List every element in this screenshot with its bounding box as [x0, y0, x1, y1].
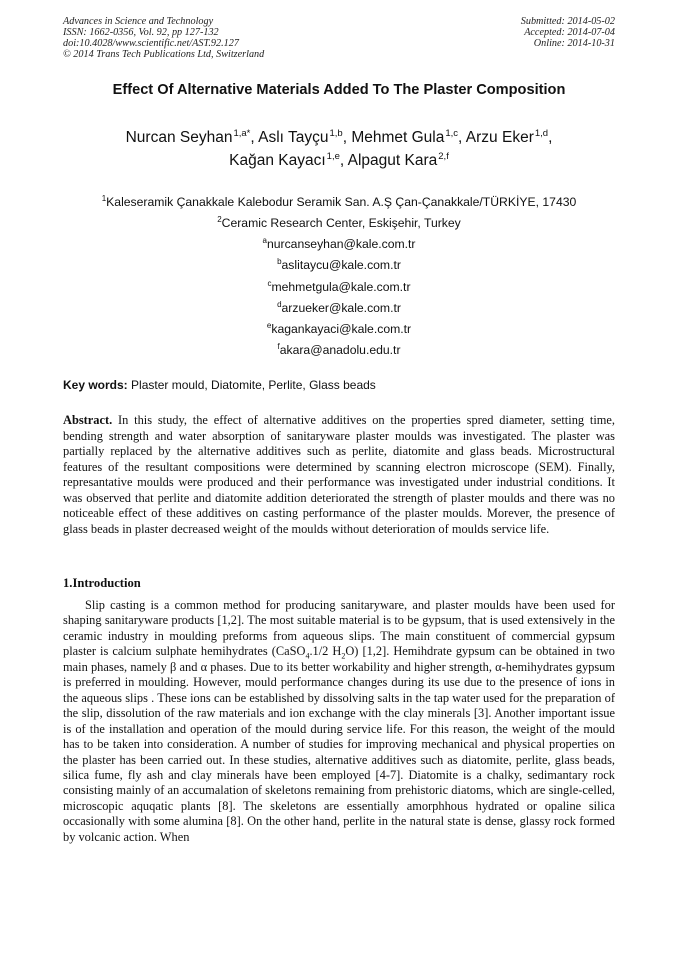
email-text: aslitaycu@kale.com.tr — [281, 258, 401, 272]
introduction-paragraph — [63, 598, 615, 845]
keywords-line — [63, 378, 615, 392]
email-mark: b — [277, 257, 282, 266]
affiliation-2 — [40, 216, 638, 230]
affil-mark: 1 — [101, 194, 107, 203]
publication-dates — [395, 16, 615, 49]
email-mark: f — [277, 342, 280, 351]
author-name: , Arzu Eker — [458, 129, 534, 146]
keywords-label: Key words: — [63, 378, 128, 392]
author-list — [40, 126, 638, 172]
email-text: kagankayaci@kale.com.tr — [271, 322, 412, 336]
author-affil-mark: 2,f — [438, 151, 449, 162]
email-mark: c — [267, 279, 272, 288]
author-affil-mark: 1,e — [326, 151, 340, 162]
author-name: , Aslı Tayçu — [250, 129, 329, 146]
intro-text: O) [1,2]. Hemihdrate gypsum can be obtained in two main phases, namely β and α phases. Due to its better workability and higher strength, α-hemihydrates gypsum is preferred in moulding. However, mould performance changes during its use due to the presence of ions in the aqueous slips . These ions can be established by dissolving salts in the tap water used for the preparation of the slip, dissolution of the raw materials and ion exchange with the clay minerals [3]. Another important issue is of the installation and operation of the mould during service life. For this reason, the weight of the mould has to be taken into consideration. A number of studies for improving mechanical and physical properties on the plaster has been carried out. In these studies, alternative additives such as diatomite, perlite, glass beads, silica fume, fly ash and clay minerals have been employed [4-7]. Diatomite is a chalky, sedimantary rock consisting mainly of an accumalation of skeletons remaining from prehistoric diatoms, which are single-celled, microscopic aquqatic plants [8]. The skeletons are essentially amorphhous hydrated or opaline silica occasionally with some alumina [8]. On the other hand, perlite in the natural state is dense, glassy rock formed by volcanic action. When — [63, 644, 616, 844]
email-text: nurcanseyhan@kale.com.tr — [266, 237, 416, 251]
keywords-text: Plaster mould, Diatomite, Perlite, Glass beads — [127, 378, 376, 392]
email-mark: e — [266, 321, 272, 330]
author-affil-mark: 1,c — [445, 128, 459, 139]
email-text: akara@anadolu.edu.tr — [279, 343, 401, 357]
intro-text: Slip casting is a common method for producing sanitaryware, and plaster moulds have been used for shaping sanitaryware products [1,2]. The most suitable material is to be gypsum, that is used extensively in the ceramic industry in moulding preforms from aqueous slips. The main constituent of commercial gypsum plaster is calcium sulphate hemihydrates (CaSO — [63, 598, 615, 659]
journal-name: Advances in Science and Technology — [63, 16, 214, 27]
author-name: Nurcan Seyhan — [125, 129, 233, 146]
email-b — [40, 258, 638, 272]
abstract-text: In this study, the effect of alternative additives on the properties spred diameter, setting time, bending strength and water absorption of sanitaryware plaster moulds was investigated. The plaster was partially replaced by the alternative additives such as perlite, diatomite and glass beads. Microstructural features of the resultant compositions were determined by scanning electron microscope (SEM). Finally, represantative moulds were produced and their performance was investigated under industrial conditions. It was observed that perlite and diatomite addition deteriorated the strength of plaster moulds and there was no noticeable effect of these additives on casting performance of the plaster moulds. Morever, the presence of glass beads in plaster decreased weight of the moulds without deterioration of moulds service life. — [63, 413, 615, 536]
abstract-label: Abstract. — [63, 413, 113, 427]
accepted-date: Accepted: 2014-07-04 — [524, 27, 615, 38]
abstract-paragraph — [63, 413, 615, 537]
issn-line: ISSN: 1662-0356, Vol. 92, pp 127-132 — [63, 27, 219, 38]
paper-title: Effect Of Alternative Materials Added To The Plaster Composition — [112, 82, 566, 98]
author-affil-mark: 1,a* — [233, 128, 251, 139]
subscript: 2 — [341, 651, 346, 661]
author-name: Kağan Kayacı — [229, 152, 326, 169]
affil-text: Kaleseramik Çanakkale Kalebodur Seramik San. A.Ş Çan-Çanakkale/TÜRKİYE, 17430 — [106, 195, 577, 209]
email-f — [40, 343, 638, 357]
submitted-date: Submitted: 2014-05-02 — [520, 16, 615, 27]
journal-info — [63, 16, 363, 60]
author-line-1 — [40, 126, 638, 149]
intro-text: .1/2 H — [309, 644, 342, 659]
author-name: , Mehmet Gula — [342, 129, 445, 146]
email-e — [40, 322, 638, 336]
email-mark: a — [262, 236, 267, 245]
subscript: 4 — [305, 651, 310, 661]
doi-line: doi:10.4028/www.scientific.net/AST.92.127 — [63, 38, 239, 49]
email-a — [40, 237, 638, 251]
author-separator: , — [548, 129, 553, 146]
author-affil-mark: 1,d — [534, 128, 549, 139]
affil-mark: 2 — [217, 215, 222, 224]
author-line-2 — [40, 149, 638, 172]
affiliation-1 — [40, 195, 638, 209]
email-text: mehmetgula@kale.com.tr — [271, 280, 411, 294]
email-c — [40, 280, 638, 294]
email-d — [40, 301, 638, 315]
online-date: Online: 2014-10-31 — [533, 38, 615, 49]
affil-text: Ceramic Research Center, Eskişehir, Turkey — [221, 216, 461, 230]
email-mark: d — [277, 300, 282, 309]
author-affil-mark: 1,b — [329, 128, 343, 139]
copyright-line: © 2014 Trans Tech Publications Ltd, Switzerland — [63, 49, 265, 60]
section-heading-introduction: 1.Introduction — [63, 576, 141, 590]
email-text: arzueker@kale.com.tr — [281, 301, 401, 315]
author-name: , Alpagut Kara — [339, 152, 438, 169]
